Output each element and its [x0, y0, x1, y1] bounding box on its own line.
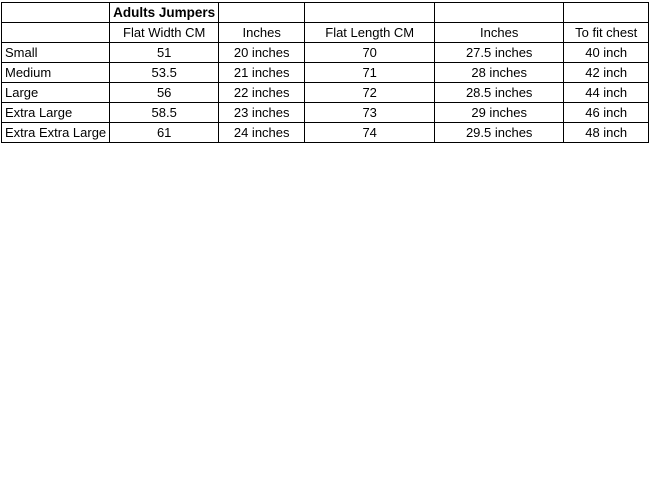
header-cell-flat-length-cm: Flat Length CM: [305, 23, 435, 43]
to-fit-chest-value: 40 inch: [564, 43, 649, 63]
flat-length-cm-value: 71: [305, 63, 435, 83]
flat-length-cm-value: 73: [305, 103, 435, 123]
width-inches-value: 21 inches: [219, 63, 305, 83]
flat-width-cm-value: 51: [110, 43, 219, 63]
table-row-medium: [2, 63, 649, 83]
length-inches-value: 28.5 inches: [435, 83, 564, 103]
to-fit-chest-value: 44 inch: [564, 83, 649, 103]
flat-width-cm-value: 56: [110, 83, 219, 103]
empty-cell: [305, 3, 435, 23]
empty-cell: [219, 3, 305, 23]
size-label: Medium: [2, 63, 110, 83]
header-cell-width-inches: Inches: [219, 23, 305, 43]
flat-width-cm-value: 58.5: [110, 103, 219, 123]
flat-length-cm-value: 74: [305, 123, 435, 143]
size-chart-table: [1, 2, 649, 143]
flat-width-cm-value: 53.5: [110, 63, 219, 83]
empty-cell: [564, 3, 649, 23]
length-inches-value: 27.5 inches: [435, 43, 564, 63]
title-row: [2, 3, 649, 23]
to-fit-chest-value: 48 inch: [564, 123, 649, 143]
size-label: Large: [2, 83, 110, 103]
header-cell-flat-width-cm: Flat Width CM: [110, 23, 219, 43]
header-cell-to-fit-chest: To fit chest: [564, 23, 649, 43]
header-row: [2, 23, 649, 43]
width-inches-value: 22 inches: [219, 83, 305, 103]
flat-length-cm-value: 70: [305, 43, 435, 63]
length-inches-value: 28 inches: [435, 63, 564, 83]
flat-length-cm-value: 72: [305, 83, 435, 103]
table-row-extra-large: [2, 103, 649, 123]
header-cell-blank: [2, 23, 110, 43]
width-inches-value: 23 inches: [219, 103, 305, 123]
table-row-large: [2, 83, 649, 103]
length-inches-value: 29 inches: [435, 103, 564, 123]
size-label: Small: [2, 43, 110, 63]
width-inches-value: 20 inches: [219, 43, 305, 63]
length-inches-value: 29.5 inches: [435, 123, 564, 143]
flat-width-cm-value: 61: [110, 123, 219, 143]
to-fit-chest-value: 42 inch: [564, 63, 649, 83]
header-cell-length-inches: Inches: [435, 23, 564, 43]
empty-cell: [435, 3, 564, 23]
width-inches-value: 24 inches: [219, 123, 305, 143]
size-label: Extra Large: [2, 103, 110, 123]
corner-cell: [2, 3, 110, 23]
to-fit-chest-value: 46 inch: [564, 103, 649, 123]
table-title-cell: Adults Jumpers: [110, 3, 219, 23]
table-row-small: [2, 43, 649, 63]
size-label: Extra Extra Large: [2, 123, 110, 143]
table-row-extra-extra-large: [2, 123, 649, 143]
